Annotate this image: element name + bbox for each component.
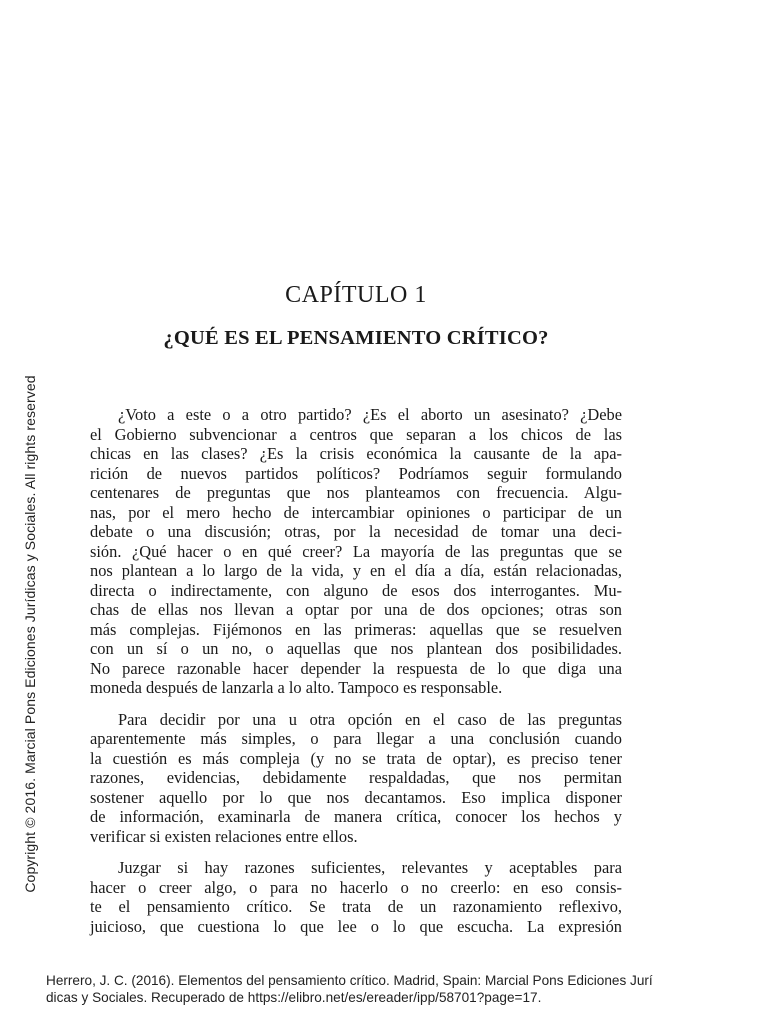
text-line: sión. ¿Qué hacer o en qué creer? La mayoría de las preguntas que se — [90, 541, 622, 561]
text-line: hacer o creer algo, o para no hacerlo o no creerlo: en eso consis- — [90, 877, 622, 897]
text-line: aparentemente más simples, o para llegar a una conclusión cuando — [90, 729, 622, 748]
text-line: verificar si existen relaciones entre ellos. — [90, 826, 358, 846]
text-line: el Gobierno subvencionar a centros que separan a los chicos de las — [90, 424, 622, 444]
text-line: moneda después de lanzarla a lo alto. Tampoco es responsable. — [90, 678, 503, 697]
text-line: chicas en las clases? ¿Es la crisis económica la causante de la apa- — [90, 444, 622, 463]
text-line: nos plantean a lo largo de la vida, y en el día a día, están relacionadas, — [90, 561, 622, 580]
text-line: No parece razonable hacer depender la respuesta de lo que diga una — [90, 658, 622, 678]
chapter-body — [90, 405, 622, 948]
text-line: Para decidir por una u otra opción en el caso de las preguntas — [118, 709, 622, 729]
body-paragraph — [90, 405, 622, 698]
text-line: razones, evidencias, debidamente respaldadas, que nos permitan — [90, 768, 622, 787]
text-line: te el pensamiento crítico. Se trata de un razonamiento reflexivo, — [90, 897, 622, 916]
text-line: con un sí o un no, o aquellas que nos plantean dos posibilidades. — [90, 639, 622, 658]
text-line: debate o una discusión; otras, por la necesidad de tomar una deci- — [90, 522, 622, 541]
text-line: directa o indirectamente, con alguno de esos dos interrogantes. Mu- — [90, 580, 622, 600]
text-line: juicioso, que cuestiona lo que lee o lo que escucha. La expresión — [90, 916, 622, 936]
citation-line: dicas y Sociales. Recuperado de https://elibro.net/es/ereader/ipp/58701?page=17. — [46, 990, 542, 1005]
text-line: centenares de preguntas que nos planteamos con frecuencia. Algu- — [90, 483, 622, 502]
citation-footer — [46, 972, 746, 1006]
copyright-notice: Copyright © 2016. Marcial Pons Ediciones Jurídicas y Sociales. All rights reserved — [22, 375, 38, 893]
text-line: sostener aquello por lo que nos decantamos. Eso implica disponer — [90, 787, 622, 807]
citation-line: Herrero, J. C. (2016). Elementos del pensamiento crítico. Madrid, Spain: Marcial Pons Ediciones Jurí — [46, 973, 653, 988]
text-line: de información, examinarla de manera crítica, conocer los hechos y — [90, 807, 622, 826]
text-line: ¿Voto a este o a otro partido? ¿Es el aborto un asesinato? ¿Debe — [118, 405, 622, 424]
text-line: chas de ellas nos llevan a optar por una de dos opciones; otras son — [90, 600, 622, 619]
chapter-label: CAPÍTULO 1 — [285, 282, 427, 308]
text-line: rición de nuevos partidos políticos? Podríamos seguir formulando — [90, 463, 622, 483]
text-line: más complejas. Fijémonos en las primeras: aquellas que se resuelven — [90, 619, 622, 639]
text-line: nas, por el mero hecho de intercambiar opiniones o participar de un — [90, 502, 622, 522]
body-paragraph — [90, 710, 622, 847]
text-line: la cuestión es más compleja (y no se trata de optar), es preciso tener — [90, 748, 622, 768]
chapter-title: ¿QUÉ ES EL PENSAMIENTO CRÍTICO? — [163, 327, 549, 349]
text-line: Juzgar si hay razones suficientes, relevantes y aceptables para — [118, 858, 622, 877]
body-paragraph — [90, 858, 622, 936]
